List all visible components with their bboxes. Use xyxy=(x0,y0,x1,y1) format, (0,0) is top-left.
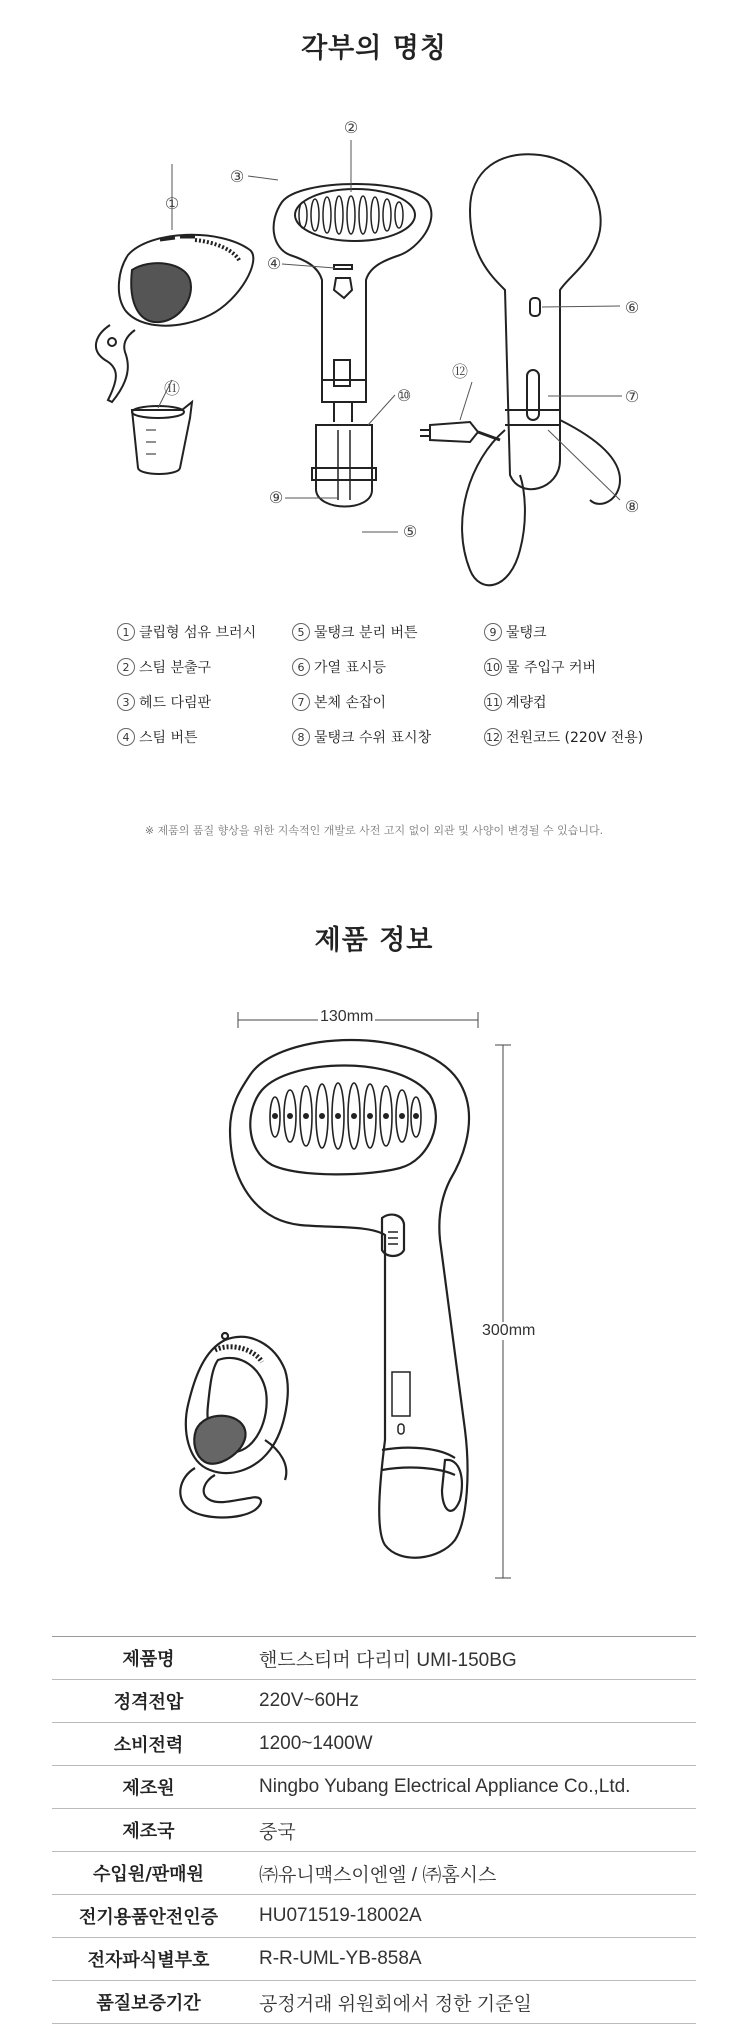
part-label: 물탱크 xyxy=(506,625,547,641)
part-label: 가열 표시등 xyxy=(314,660,387,676)
part-item xyxy=(292,657,386,677)
part-item xyxy=(484,657,596,677)
callout-11: ⑪ xyxy=(163,379,181,398)
parts-row xyxy=(112,622,672,657)
table-row xyxy=(52,1680,696,1723)
part-label: 전원코드 (220V 전용) xyxy=(506,730,644,746)
spec-value: Ningbo Yubang Electrical Appliance Co.,Ltd. xyxy=(245,1766,696,1809)
spec-value: 220V~60Hz xyxy=(245,1680,696,1723)
table-row xyxy=(52,1809,696,1852)
part-label: 헤드 다림판 xyxy=(139,695,212,711)
part-number: 6 xyxy=(292,658,310,676)
steamer-front-illustration xyxy=(274,184,432,507)
spec-key: 품질보증기간 xyxy=(52,1981,245,2024)
part-number: 3 xyxy=(117,693,135,711)
callout-6: ⑥ xyxy=(624,298,640,317)
part-label: 클립형 섬유 브러시 xyxy=(139,625,257,641)
part-label: 본체 손잡이 xyxy=(314,695,387,711)
part-number: 9 xyxy=(484,623,502,641)
spec-value: 중국 xyxy=(245,1809,696,1852)
parts-legend xyxy=(112,622,672,762)
callout-3: ③ xyxy=(229,167,245,186)
clip-brush-illustration xyxy=(96,235,253,402)
callout-4: ④ xyxy=(266,254,282,273)
part-number: 8 xyxy=(292,728,310,746)
spec-key: 전자파식별부호 xyxy=(52,1938,245,1981)
table-row xyxy=(52,1637,696,1680)
parts-row xyxy=(112,727,672,762)
part-number: 10 xyxy=(484,658,502,676)
spec-key: 소비전력 xyxy=(52,1723,245,1766)
measuring-cup-illustration xyxy=(132,402,192,474)
callout-2: ② xyxy=(343,118,359,137)
table-row xyxy=(52,1981,696,2024)
spec-value: R-R-UML-YB-858A xyxy=(245,1938,696,1981)
part-item xyxy=(117,622,256,642)
spec-key: 제품명 xyxy=(52,1637,245,1680)
spec-value: ㈜유니맥스이엔엘 / ㈜홈시스 xyxy=(245,1852,696,1895)
section-title-product-info: 제품 정보 xyxy=(314,925,434,956)
spec-key: 정격전압 xyxy=(52,1680,245,1723)
part-item xyxy=(484,727,643,747)
part-item xyxy=(117,727,198,747)
part-number: 12 xyxy=(484,728,502,746)
table-row xyxy=(52,1723,696,1766)
product-dimension-drawing xyxy=(0,1000,748,1620)
part-label: 물탱크 수위 표시창 xyxy=(314,730,432,746)
callout-7: ⑦ xyxy=(624,387,640,406)
callout-5: ⑤ xyxy=(402,522,418,541)
part-item xyxy=(292,727,431,747)
part-label: 물탱크 분리 버튼 xyxy=(314,625,418,641)
spec-table xyxy=(52,1636,696,2024)
part-item xyxy=(484,622,547,642)
callout-1: ① xyxy=(164,194,180,213)
spec-key: 제조원 xyxy=(52,1766,245,1809)
part-item xyxy=(484,692,547,712)
steamer-side-illustration xyxy=(420,154,620,585)
spec-value: 1200~1400W xyxy=(245,1723,696,1766)
parts-row xyxy=(112,657,672,692)
part-label: 물 주입구 커버 xyxy=(506,660,597,676)
part-item xyxy=(117,692,211,712)
parts-row xyxy=(112,692,672,727)
part-number: 1 xyxy=(117,623,135,641)
callout-10: ⑩ xyxy=(396,386,412,405)
height-dimension: 300mm xyxy=(482,1322,536,1339)
part-number: 7 xyxy=(292,693,310,711)
part-number: 2 xyxy=(117,658,135,676)
callout-8: ⑧ xyxy=(624,497,640,516)
spec-value: HU071519-18002A xyxy=(245,1895,696,1938)
spec-value: 핸드스티머 다리미 UMI-150BG xyxy=(245,1637,696,1680)
part-label: 스팀 버튼 xyxy=(139,730,198,746)
table-row xyxy=(52,1938,696,1981)
callout-12: ⑫ xyxy=(451,362,469,381)
part-number: 5 xyxy=(292,623,310,641)
part-item xyxy=(117,657,211,677)
spec-key: 전기용품안전인증 xyxy=(52,1895,245,1938)
table-row xyxy=(52,1852,696,1895)
parts-diagram xyxy=(0,80,748,690)
callout-9: ⑨ xyxy=(268,488,284,507)
spec-key: 제조국 xyxy=(52,1809,245,1852)
part-number: 11 xyxy=(484,693,502,711)
part-number: 4 xyxy=(117,728,135,746)
part-item xyxy=(292,622,418,642)
spec-key: 수입원/판매원 xyxy=(52,1852,245,1895)
spec-value: 공정거래 위원회에서 정한 기준일 xyxy=(245,1981,696,2024)
table-row xyxy=(52,1766,696,1809)
section-title-parts: 각부의 명칭 xyxy=(301,33,447,64)
width-dimension: 130mm xyxy=(320,1008,374,1025)
part-label: 계량컵 xyxy=(506,695,547,711)
table-row xyxy=(52,1895,696,1938)
part-label: 스팀 분출구 xyxy=(139,660,212,676)
change-notice: ※ 제품의 품질 향상을 위한 지속적인 개발로 사전 고지 없이 외관 및 사양이 변경될 수 있습니다. xyxy=(144,824,604,837)
part-item xyxy=(292,692,386,712)
